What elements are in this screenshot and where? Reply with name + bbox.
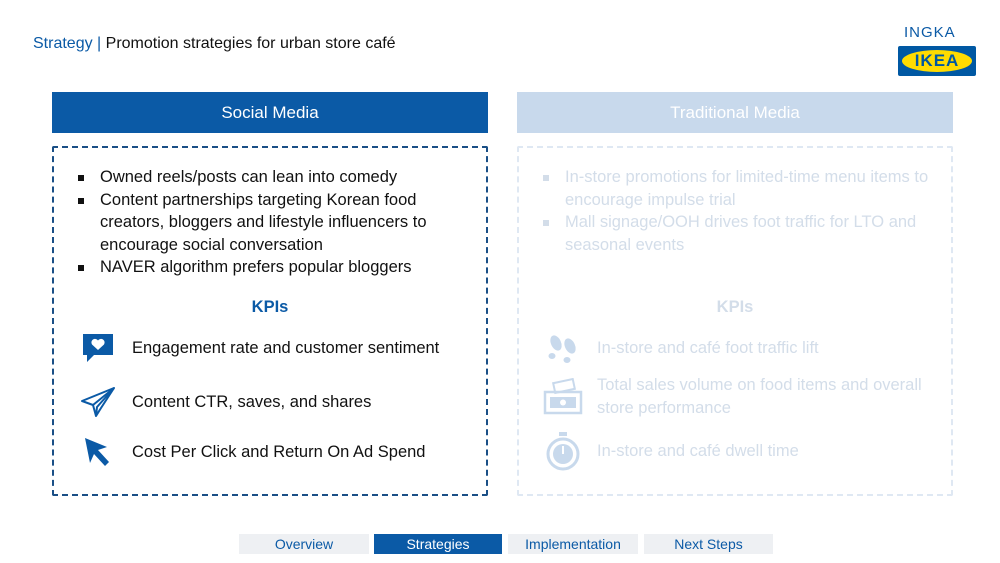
stopwatch-icon: [543, 433, 583, 469]
chat-heart-icon: [78, 330, 118, 366]
traditional-bullets: [541, 166, 939, 256]
social-media-panel: [52, 146, 488, 496]
tab-strategies[interactable]: Strategies: [374, 534, 502, 554]
kpi-label: Engagement rate and customer sentiment: [132, 338, 440, 357]
cash-register-icon: [543, 379, 583, 415]
social-media-heading: Social Media: [52, 92, 488, 133]
footprints-icon: [543, 330, 583, 366]
social-bullet: NAVER algorithm prefers popular bloggers: [76, 256, 474, 279]
ingka-wordmark: INGKA: [904, 24, 956, 41]
traditional-bullet: In-store promotions for limited-time menu items to encourage impulse trial: [541, 166, 939, 211]
kpi-content-ctr: [78, 384, 371, 420]
kpi-label: Cost Per Click and Return On Ad Spend: [132, 442, 426, 461]
tab-implementation[interactable]: Implementation: [508, 534, 638, 554]
bullet-square-icon: [543, 220, 549, 226]
kpi-sales-volume: [543, 374, 951, 420]
bullet-square-icon: [78, 198, 84, 204]
ikea-badge: [898, 46, 976, 76]
tab-next-steps[interactable]: Next Steps: [644, 534, 773, 554]
social-bullet: Content partnerships targeting Korean food creators, bloggers and lifestyle influencers to encourage social conversation: [76, 189, 474, 257]
social-bullet: Owned reels/posts can lean into comedy: [76, 166, 474, 189]
kpi-dwell-time: [543, 431, 799, 471]
kpi-label: Total sales volume on food items and overall store performance: [597, 376, 922, 417]
kpi-label: In-store and café dwell time: [597, 441, 799, 460]
kpi-label: In-store and café foot traffic lift: [597, 338, 819, 357]
kpi-cpc-roas: [78, 434, 426, 470]
section-nav: [0, 534, 1000, 554]
title-accent: Strategy |: [33, 35, 102, 52]
kpi-label: Content CTR, saves, and shares: [132, 392, 372, 411]
social-kpi-title: KPIs: [251, 298, 289, 316]
kpi-engagement: [78, 330, 439, 366]
bullet-square-icon: [78, 265, 84, 271]
social-bullets: [76, 166, 474, 279]
ingka-ikea-logo: [898, 24, 976, 76]
title-text: Promotion strategies for urban store café: [105, 35, 396, 52]
traditional-kpi-title: KPIs: [716, 298, 754, 316]
bullet-square-icon: [78, 175, 84, 181]
paper-plane-icon: [78, 384, 118, 420]
traditional-media-heading: Traditional Media: [517, 92, 953, 133]
ikea-wordmark: IKEA: [914, 51, 960, 70]
cursor-click-icon: [78, 434, 118, 470]
tab-overview[interactable]: Overview: [239, 534, 369, 554]
page-title: [33, 35, 396, 53]
bullet-square-icon: [543, 175, 549, 181]
traditional-media-panel: [517, 146, 953, 496]
traditional-bullet: Mall signage/OOH drives foot traffic for LTO and seasonal events: [541, 211, 939, 256]
kpi-foot-traffic: [543, 330, 819, 366]
